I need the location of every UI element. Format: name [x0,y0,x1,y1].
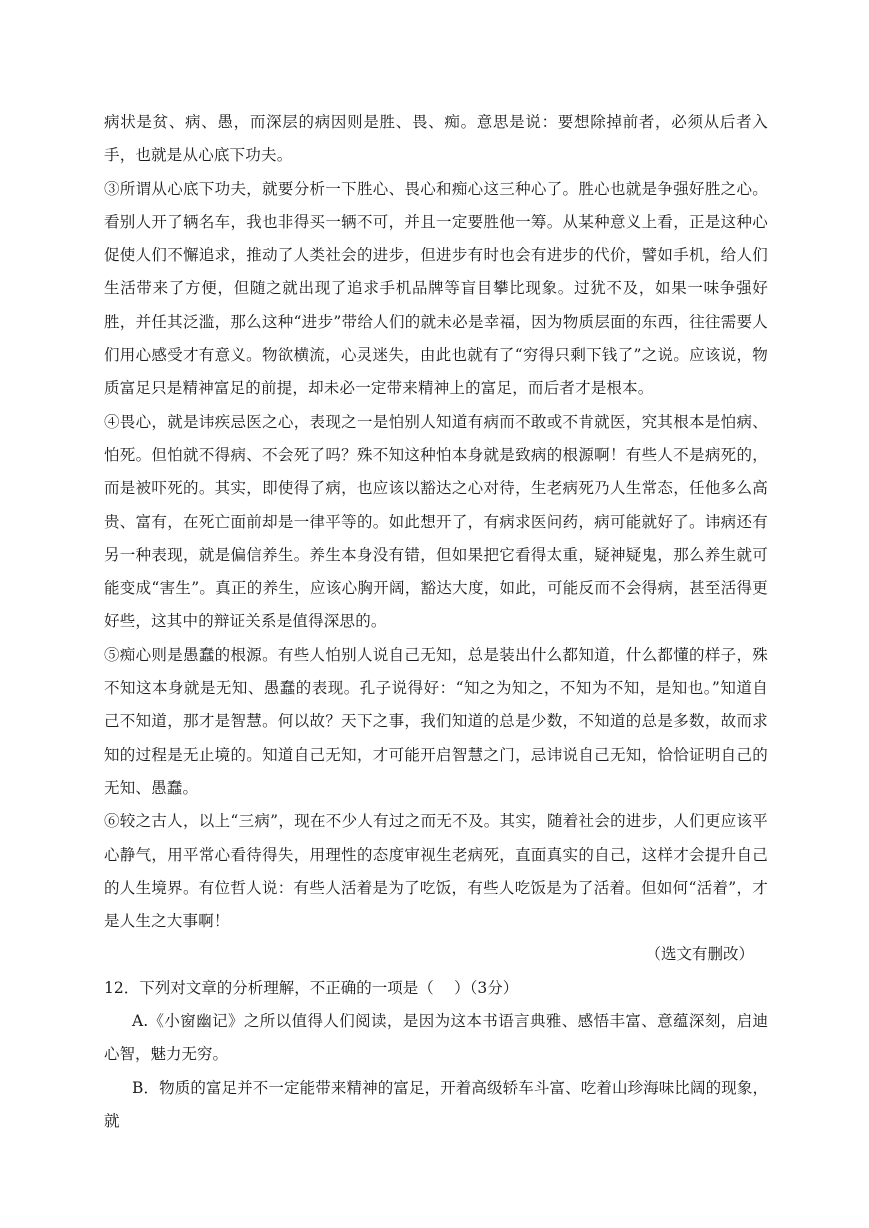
source-note: （选文有删改） [645,945,754,964]
question-12-stem: 12．下列对文章的分析理解，不正确的一项是（ ）（3分） [104,978,519,997]
document-page [104,106,768,1138]
paragraph-4: ④畏心，就是讳疾忌医之心，表现之一是怕别人知道有病而不敢或不肯就医，究其根本是怕病、怕死。但怕就不得病、不会死了吗？殊不知这种怕本身就是致病的根源啊！有些人不是病死的，而是被吓死的。其实，即使得了病，也应该以豁达之心对待，生老病死乃人生常态，任他多么高贵、富有，在死亡面前却是一律平等的。如此想开了，有病求医问药，病可能就好了。讳病还有另一种表现，就是偏信养生。养生本身没有错，但如果把它看得太重，疑神疑鬼，那么养生就可能变成“害生”。真正的养生，应该心胸开阔，豁达大度，如此，可能反而不会得病，甚至活得更好些，这其中的辩证关系是值得深思的。 [104,412,768,631]
paragraph-3: ③所谓从心底下功夫，就要分析一下胜心、畏心和痴心这三种心了。胜心也就是争强好胜之心。看别人开了辆名车，我也非得买一辆不可，并且一定要胜他一筹。从某种意义上看，正是这种心促使人们不懈追求，推动了人类社会的进步，但进步有时也会有进步的代价，譬如手机，给人们生活带来了方便，但随之就出现了追求手机品牌等盲目攀比现象。过犹不及，如果一味争强好胜，并任其泛滥，那么这种“进步”带给人们的就未必是幸福，因为物质层面的东西，往往需要人们用心感受才有意义。物欲横流，心灵迷失，由此也就有了“穷得只剩下钱了”之说。应该说，物质富足只是精神富足的前提，却未必一定带来精神上的富足，而后者才是根本。 [104,179,768,398]
option-b: B．物质的富足并不一定能带来精神的富足，开着高级轿车斗富、吃着山珍海味比阔的现象，就 [104,1078,768,1130]
paragraph-6: ⑥较之古人，以上“三病”，现在不少人有过之而无不及。其实，随着社会的进步，人们更应该平心静气，用平常心看待得失，用理性的态度审视生老病死，直面真实的自己，这样才会提升自己的人生境界。有位哲人说：有些人活着是为了吃饭，有些人吃饭是为了活着。但如何“活着”，才是人生之大事啊！ [104,812,768,931]
paragraph-intro: 病状是贫、病、愚，而深层的病因则是胜、畏、痴。意思是说：要想除掉前者，必须从后者入手，也就是从心底下功夫。 [104,113,768,165]
option-a: A.《小窗幽记》之所以值得人们阅读，是因为这本书语言典雅、感悟丰富、意蕴深刻，启迪心智，魅力无穷。 [104,1012,768,1064]
paragraph-5: ⑤痴心则是愚蠢的根源。有些人怕别人说自己无知，总是装出什么都知道，什么都懂的样子，殊不知这本身就是无知、愚蠢的表现。孔子说得好：“知之为知之，不知为不知，是知也。”知道自己不知道，那才是智慧。何以故？天下之事，我们知道的总是少数，不知道的总是多数，故而求知的过程是无止境的。知道自己无知，才可能开启智慧之门，忌讳说自己无知，恰恰证明自己的无知、愚蠢。 [104,645,768,797]
